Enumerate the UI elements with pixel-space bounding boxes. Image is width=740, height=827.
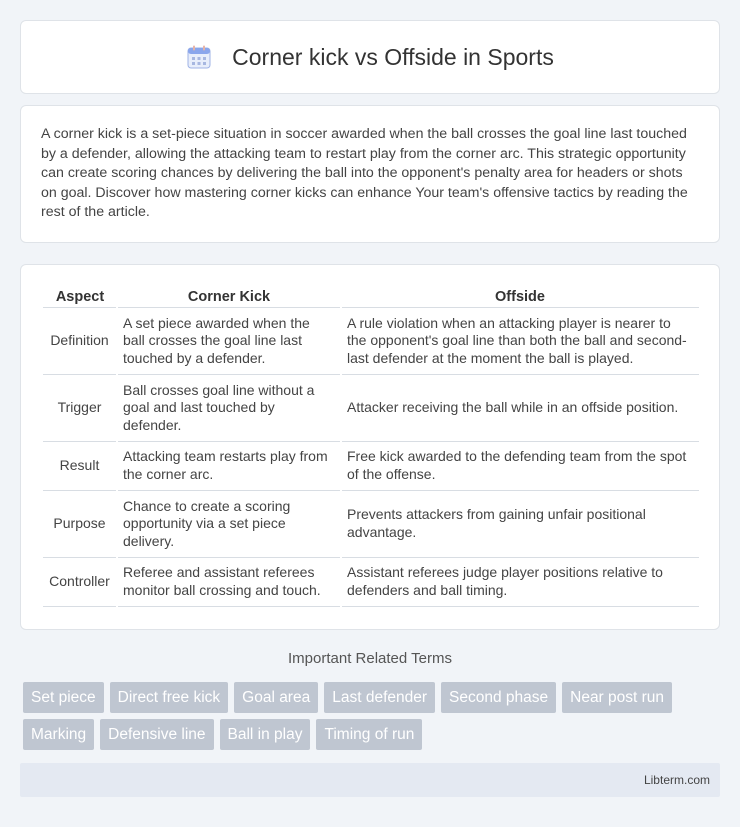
- offside-cell: Free kick awarded to the defending team from the spot of the offense.: [341, 442, 699, 491]
- corner-kick-cell: A set piece awarded when the ball crosses the goal line last touched by a defender.: [117, 308, 341, 375]
- tag-defensive-line[interactable]: Defensive line: [100, 719, 213, 750]
- table-row: [43, 308, 699, 375]
- aspect-cell: Purpose: [43, 491, 117, 558]
- corner-kick-cell: Attacking team restarts play from the corner arc.: [117, 442, 341, 491]
- offside-cell: Assistant referees judge player positions relative to defenders and ball timing.: [341, 558, 699, 607]
- header-card: [20, 20, 720, 94]
- calendar-icon: [186, 44, 212, 70]
- tag-timing-of-run[interactable]: Timing of run: [316, 719, 422, 750]
- tag-ball-in-play[interactable]: Ball in play: [220, 719, 311, 750]
- comparison-table: [43, 285, 699, 607]
- aspect-cell: Controller: [43, 558, 117, 607]
- intro-text: A corner kick is a set-piece situation in soccer awarded when the ball crosses the goal line last touched by a defender, allowing the attacking team to restart play from the corner arc. This strategic opportunity can create scoring chances by delivering the ball into the opponent's penalty area for headers or shots on goal. Discover how mastering corner kicks can enhance Your team's offensive tactics by reading the rest of the article.: [41, 126, 688, 221]
- offside-cell: Attacker receiving the ball while in an offside position.: [341, 375, 699, 442]
- aspect-cell: Trigger: [43, 375, 117, 442]
- offside-cell: Prevents attackers from gaining unfair positional advantage.: [341, 491, 699, 558]
- aspect-cell: Definition: [43, 308, 117, 375]
- header-offside: Offside: [341, 285, 699, 308]
- corner-kick-cell: Chance to create a scoring opportunity via a set piece delivery.: [117, 491, 341, 558]
- offside-cell: A rule violation when an attacking player is nearer to the opponent's goal line than both the ball and second-last defender at the moment the ball is played.: [341, 308, 699, 375]
- tag-direct-free-kick[interactable]: Direct free kick: [110, 682, 229, 713]
- footer-site-link[interactable]: Libterm.com: [643, 773, 710, 787]
- tag-last-defender[interactable]: Last defender: [324, 682, 435, 713]
- tag-marking[interactable]: Marking: [23, 719, 94, 750]
- aspect-cell: Result: [43, 442, 117, 491]
- intro-card: [20, 105, 720, 243]
- comparison-table-card: [20, 264, 720, 630]
- tag-near-post-run[interactable]: Near post run: [562, 682, 672, 713]
- tag-set-piece[interactable]: Set piece: [23, 682, 104, 713]
- page-title: Corner kick vs Offside in Sports: [232, 43, 554, 70]
- table-row: [43, 442, 699, 491]
- header-corner-kick: Corner Kick: [117, 285, 341, 308]
- related-terms-title: Important Related Terms: [288, 650, 452, 667]
- tag-second-phase[interactable]: Second phase: [441, 682, 556, 713]
- corner-kick-cell: Referee and assistant referees monitor ball crossing and touch.: [117, 558, 341, 607]
- table-row: [43, 491, 699, 558]
- header-aspect: Aspect: [43, 285, 117, 308]
- tag-goal-area[interactable]: Goal area: [234, 682, 318, 713]
- table-row: [43, 375, 699, 442]
- table-header-row: [43, 285, 699, 308]
- corner-kick-cell: Ball crosses goal line without a goal and last touched by defender.: [117, 375, 341, 442]
- table-row: [43, 558, 699, 607]
- footer: [20, 763, 720, 797]
- related-terms-list: [23, 682, 723, 756]
